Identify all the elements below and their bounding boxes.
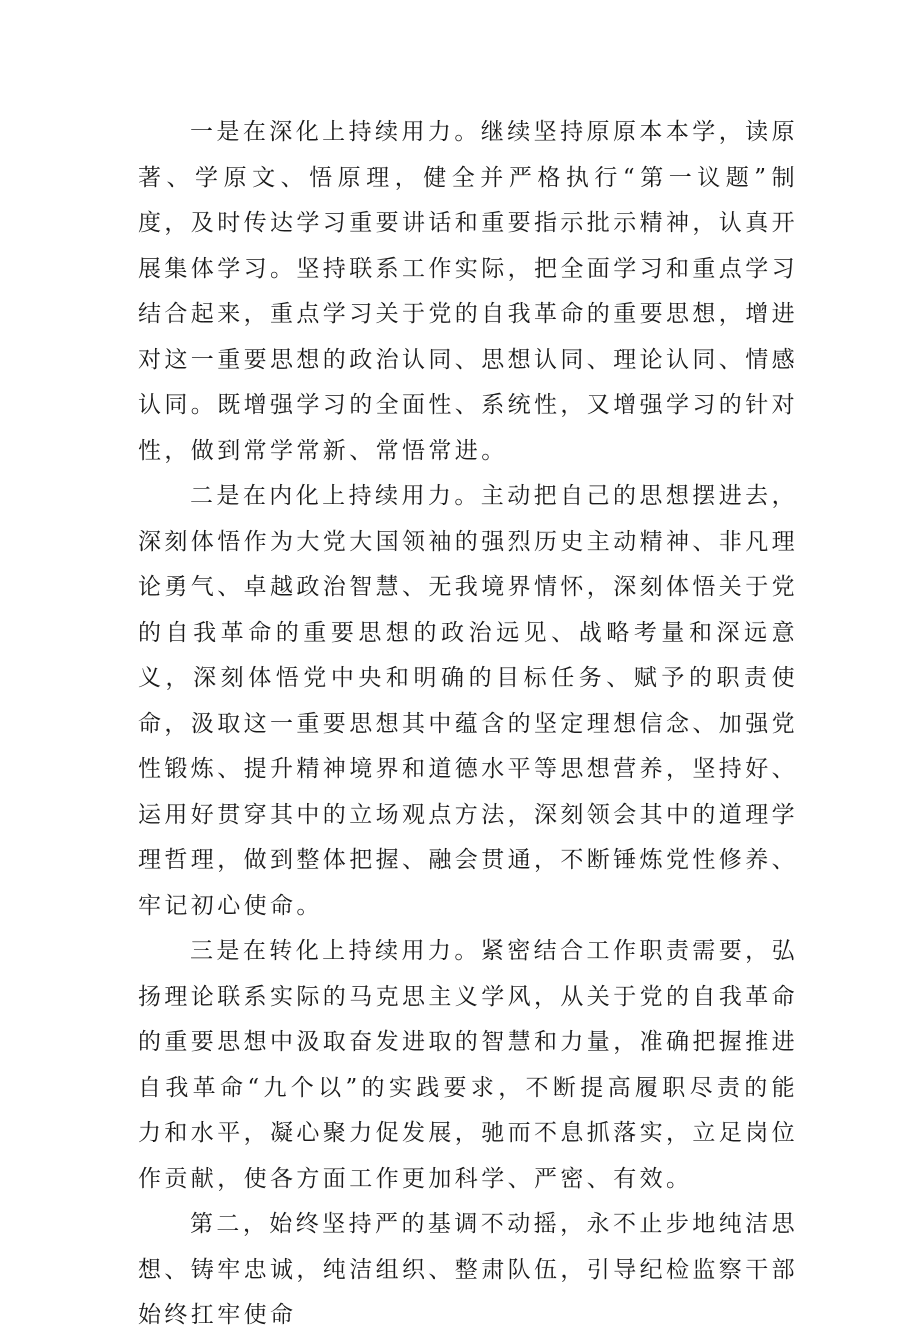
paragraph-second-point: 第二，始终坚持严的基调不动摇，永不止步地纯洁思想、铸牢忠诚，纯洁组织、整肃队伍，引导纪检监察干部始终扛牢使命 bbox=[138, 1211, 798, 1328]
document-body bbox=[138, 110, 798, 1339]
paragraph-transforming: 三是在转化上持续用力。紧密结合工作职责需要，弘扬理论联系实际的马克思主义学风，从关于党的自我革命的重要思想中汲取奋发进取的智慧和力量，准确把握推进自我革命“九个以”的实践要求，不断提高履职尽责的能力和水平，凝心聚力促发展，驰而不息抓落实，立足岗位作贡献，使各方面工作更加科学、严密、有效。 bbox=[138, 938, 798, 1192]
paragraph-deepening: 一是在深化上持续用力。继续坚持原原本本学，读原著、学原文、悟原理，健全并严格执行“第一议题”制度，及时传达学习重要讲话和重要指示批示精神，认真开展集体学习。坚持联系工作实际，把全面学习和重点学习结合起来，重点学习关于党的自我革命的重要思想，增进对这一重要思想的政治认同、思想认同、理论认同、情感认同。既增强学习的全面性、系统性，又增强学习的针对性，做到常学常新、常悟常进。 bbox=[138, 119, 798, 464]
paragraph-internalizing: 二是在内化上持续用力。主动把自己的思想摆进去，深刻体悟作为大党大国领袖的强烈历史主动精神、非凡理论勇气、卓越政治智慧、无我境界情怀，深刻体悟关于党的自我革命的重要思想的政治远见、战略考量和深远意义，深刻体悟党中央和明确的目标任务、赋予的职责使命，汲取这一重要思想其中蕴含的坚定理想信念、加强党性锻炼、提升精神境界和道德水平等思想营养，坚持好、运用好贯穿其中的立场观点方法，深刻领会其中的道理学理哲理，做到整体把握、融会贯通，不断锤炼党性修养、牢记初心使命。 bbox=[138, 483, 798, 919]
